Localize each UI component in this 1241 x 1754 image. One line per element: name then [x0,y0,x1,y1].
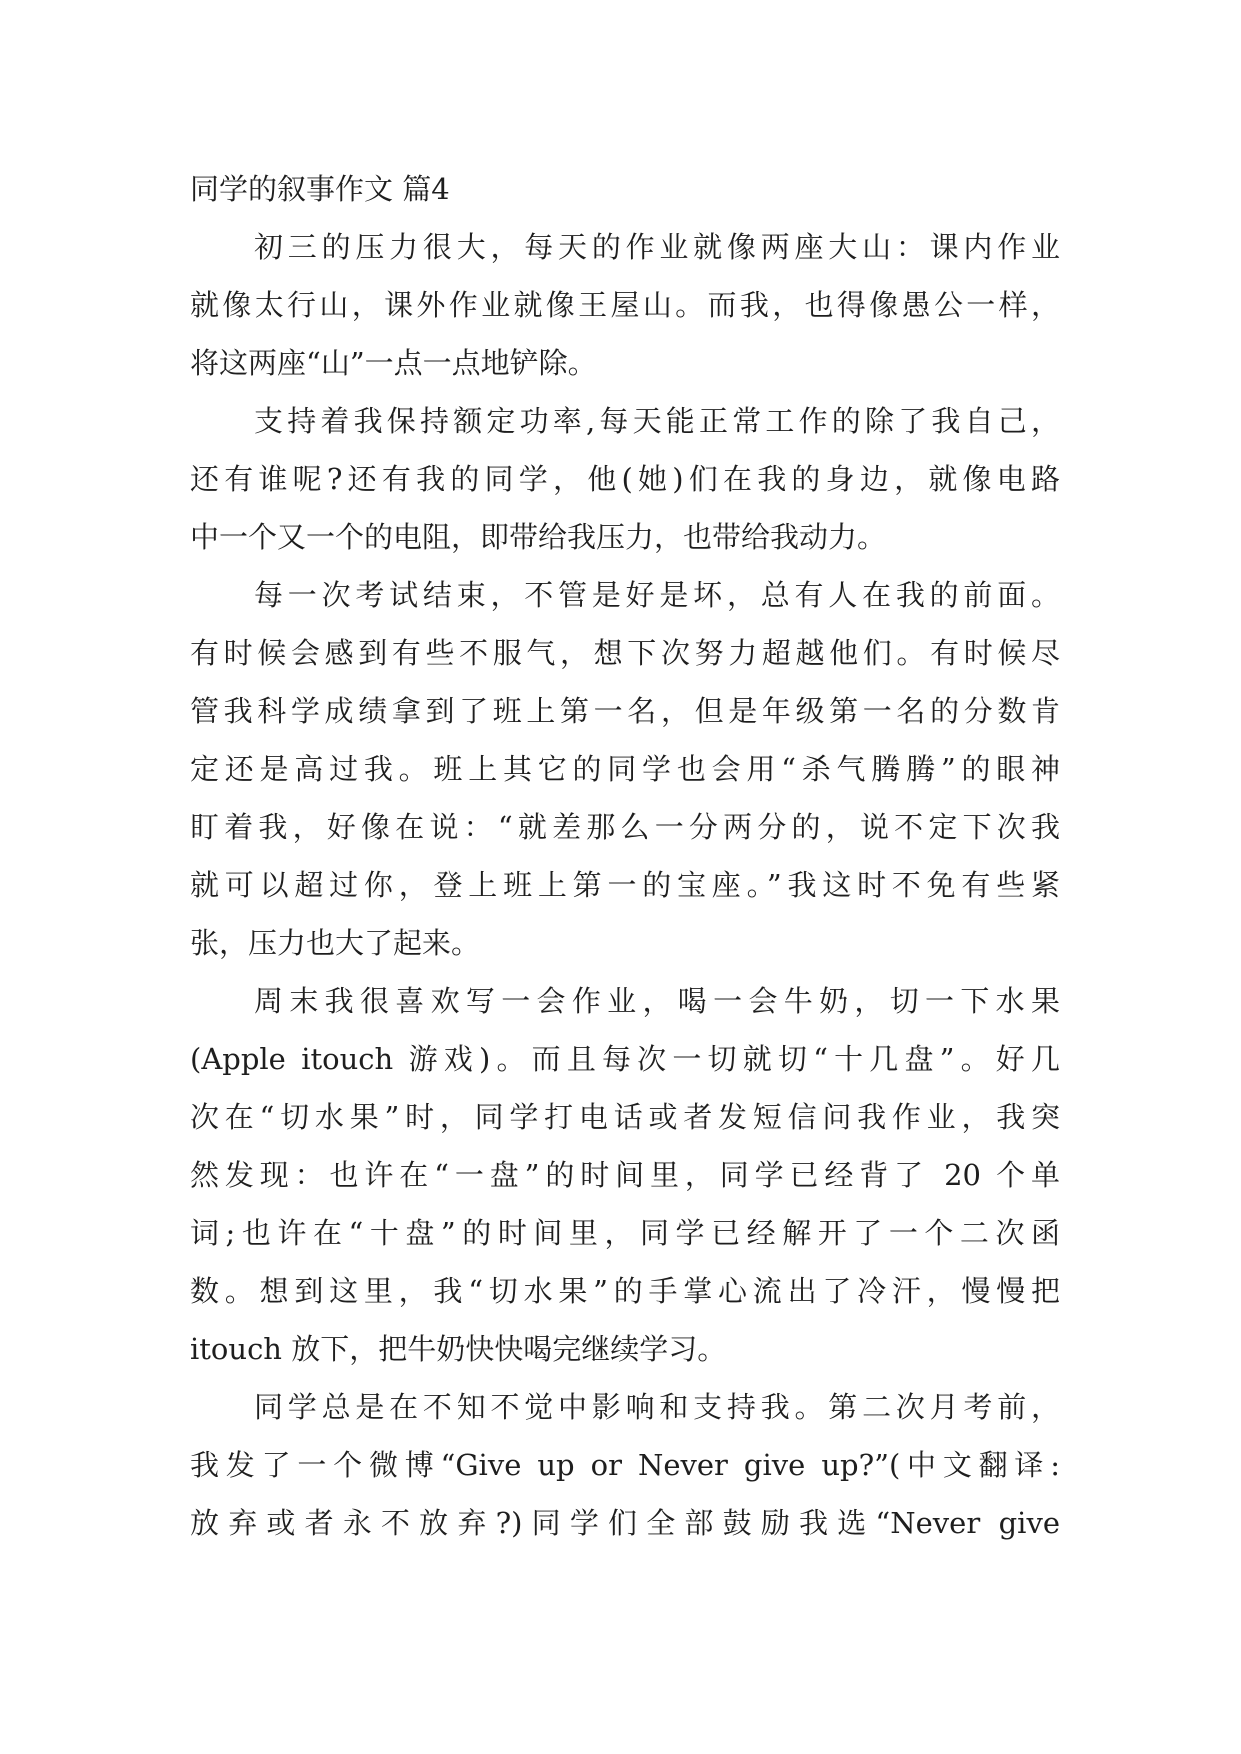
paragraph-line: 中一个又一个的电阻，即带给我压力，也带给我动力。 [190,520,887,554]
paragraph-line: 定还是高过我。班上其它的同学也会用“杀气腾腾”的眼神 [190,752,1060,786]
paragraph-line: 次在“切水果”时，同学打电话或者发短信问我作业，我突 [190,1100,1060,1134]
essay-title: 同学的叙事作文 篇4 [190,172,450,206]
essay-body [190,160,1060,1552]
paragraph-line: 张，压力也大了起来。 [190,926,481,960]
paragraph-line: 就可以超过你，登上班上第一的宝座。”我这时不免有些紧 [190,868,1060,902]
paragraph-line: 支持着我保持额定功率,每天能正常工作的除了我自己， [254,404,1060,438]
paragraph-line: 周末我很喜欢写一会作业，喝一会牛奶，切一下水果 [254,984,1060,1018]
paragraph-line: 盯着我，好像在说：“就差那么一分两分的，说不定下次我 [190,810,1060,844]
paragraph-line: 我发了一个微博“Give up or Never give up?”(中文翻译: [190,1448,1060,1482]
paragraph-line: 词;也许在“十盘”的时间里，同学已经解开了一个二次函 [190,1216,1060,1250]
paragraph-line: 管我科学成绩拿到了班上第一名，但是年级第一名的分数肯 [190,694,1060,728]
paragraph-line: 初三的压力很大，每天的作业就像两座大山：课内作业 [254,230,1060,264]
paragraph-line: itouch 放下，把牛奶快快喝完继续学习。 [190,1332,727,1366]
paragraph-line: 将这两座“山”一点一点地铲除。 [190,346,597,380]
paragraph-line: 有时候会感到有些不服气，想下次努力超越他们。有时候尽 [190,636,1060,670]
paragraph-line: 每一次考试结束，不管是好是坏，总有人在我的前面。 [254,578,1060,612]
paragraph-line: 放弃或者永不放弃?)同学们全部鼓励我选“Never give [190,1506,1060,1540]
paragraph-line: 然发现：也许在“一盘”的时间里，同学已经背了 20 个单 [190,1158,1060,1192]
paragraph-line: 还有谁呢?还有我的同学，他(她)们在我的身边，就像电路 [190,462,1060,496]
paragraph-line: 同学总是在不知不觉中影响和支持我。第二次月考前， [254,1390,1060,1424]
paragraph-line: 数。想到这里，我“切水果”的手掌心流出了冷汗，慢慢把 [190,1274,1060,1308]
paragraph-line: (Apple itouch 游戏)。而且每次一切就切“十几盘”。好几 [190,1042,1060,1076]
paragraph-line: 就像太行山，课外作业就像王屋山。而我，也得像愚公一样， [190,288,1060,322]
